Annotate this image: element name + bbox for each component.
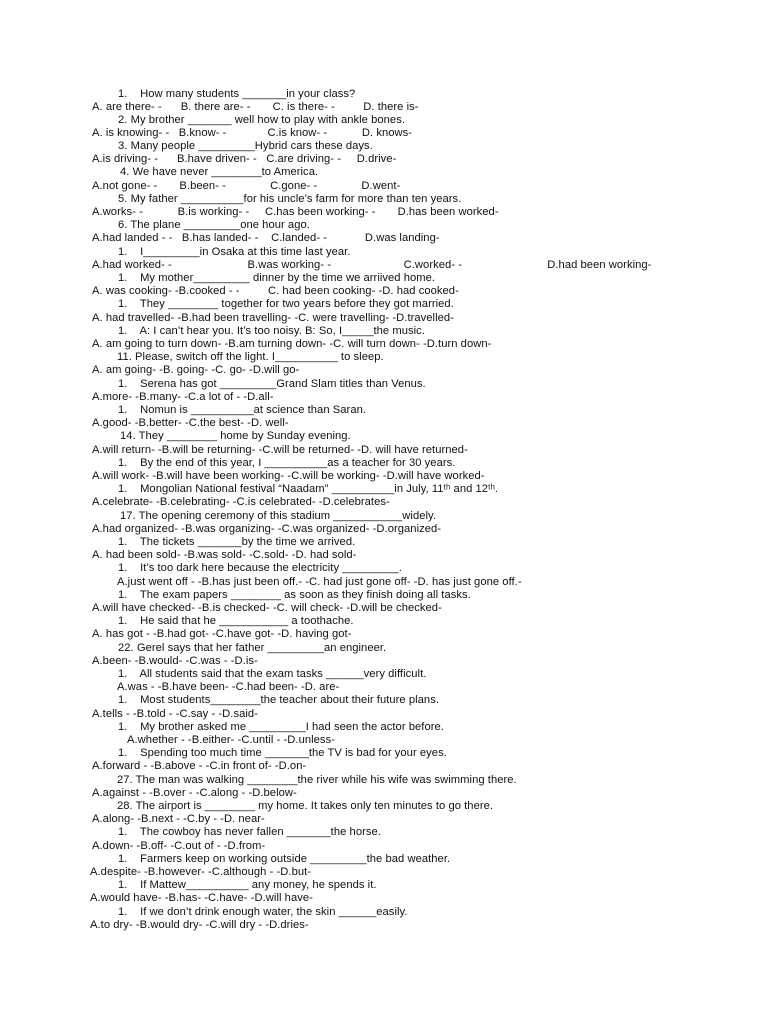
question-19: 1. It’s too dark here because the electricity _________. — [118, 562, 402, 574]
question-3: 3. Many people _________Hybrid cars these days. — [118, 140, 373, 152]
question-9: 1. They ________ together for two years before they got married. — [118, 298, 454, 310]
answer-options-10: A. am going to turn down- -B.am turning down- -C. will turn down- -D.turn down- — [92, 338, 492, 350]
question-32: 1. If we don’t drink enough water, the skin ______easily. — [118, 906, 408, 918]
question-25: 1. My brother asked me _________I had seen the actor before. — [118, 721, 444, 733]
answer-options-24: A.tells - -B.told - -C.say - -D.said- — [92, 708, 258, 720]
question-28: 28. The airport is ________ my home. It takes only ten minutes to go there. — [117, 800, 494, 812]
question-5: 5. My father __________for his uncle’s farm for more than ten years. — [118, 193, 462, 205]
answer-options-13: A.good- -B.better- -C.the best- -D. well- — [92, 417, 289, 429]
question-27: 27. The man was walking ________the river while his wife was swimming there. — [117, 774, 517, 786]
answer-options-18: A. had been sold- -B.was sold- -C.sold- -D. had sold- — [92, 549, 357, 561]
answer-options-2: A. is knowing- - B.know- - C.is know- - D. knows- — [92, 127, 413, 139]
answer-options-5: A.works- - B.is working- - C.has been working- - D.has been worked- — [92, 206, 499, 218]
question-15: 1. By the end of this year, I __________as a teacher for 30 years. — [118, 457, 456, 469]
answer-options-32: A.to dry- -B.would dry- -C.will dry - -D.dries- — [90, 919, 309, 931]
question-13: 1. Nomun is __________at science than Saran. — [118, 404, 367, 416]
answer-options-29: A.down- -B.off- -C.out of - -D.from- — [92, 840, 266, 852]
answer-options-9: A. had travelled- -B.had been travelling- -C. were travelling- -D.travelled- — [92, 312, 454, 324]
question-17: 17. The opening ceremony of this stadium ___________widely. — [120, 510, 436, 522]
answer-options-3: A.is driving- - B.have driven- - C.are driving- - D.drive- — [92, 153, 397, 165]
answer-options-22: A.been- -B.would- -C.was - -D.is- — [92, 655, 258, 667]
answer-options-25: A.whether - -B.either- -C.until - -D.unless- — [127, 734, 335, 746]
answer-options-6: A.had landed - - B.has landed- - C.landed- - D.was landing- — [92, 232, 440, 244]
question-16: 1. Mongolian National festival “Naadam” __________in July, 11ᵗʰ and 12ᵗʰ. — [118, 483, 499, 495]
question-23: 1. All students said that the exam tasks ______very difficult. — [118, 668, 427, 680]
question-11: 11. Please, switch off the light. I__________ to sleep. — [117, 351, 384, 363]
question-4: 4. We have never ________to America. — [120, 166, 319, 178]
question-12: 1. Serena has got _________Grand Slam titles than Venus. — [118, 378, 426, 390]
answer-options-30: A.despite- -B.however- -C.although - -D.but- — [90, 866, 312, 878]
question-18: 1. The tickets _______by the time we arrived. — [118, 536, 356, 548]
answer-options-4: A.not gone- - B.been- - C.gone- - D.went- — [92, 180, 401, 192]
question-31: 1. If Mattew__________ any money, he spends it. — [118, 879, 377, 891]
question-6: 6. The plane _________one hour ago. — [118, 219, 310, 231]
question-10: 1. A: I can’t hear you. It’s too noisy. B: So, I_____the music. — [118, 325, 425, 337]
question-1: 1. How many students _______in your class? — [118, 88, 356, 100]
question-8: 1. My mother_________ dinner by the time we arriived home. — [118, 272, 436, 284]
answer-options-15: A.will work- -B.will have been working- -C.will be working- -D.will have worked- — [92, 470, 485, 482]
question-24: 1. Most students________the teacher about their future plans. — [118, 694, 440, 706]
answer-options-1: A. are there- - B. there are- - C. is there- - D. there is- — [92, 101, 419, 113]
answer-options-27: A.against - -B.over - -C.along - -D.below- — [92, 787, 297, 799]
question-20: 1. The exam papers ________ as soon as they finish doing all tasks. — [118, 589, 471, 601]
question-21: 1. He said that he ___________ a toothache. — [118, 615, 354, 627]
question-29: 1. The cowboy has never fallen _______the horse. — [118, 826, 381, 838]
answer-options-31: A.would have- -B.has- -C.have- -D.will have- — [90, 892, 313, 904]
question-2: 2. My brother _______ well how to play with ankle bones. — [118, 114, 406, 126]
answer-options-17: A.had organized- -B.was organizing- -C.was organized- -D.organized- — [92, 523, 442, 535]
answer-options-21: A. has got - -B.had got- -C.have got- -D. having got- — [92, 628, 352, 640]
question-22: 22. Gerel says that her father _________an engineer. — [118, 642, 387, 654]
answer-options-23: A.was - -B.have been- -C.had been- -D. are- — [117, 681, 340, 693]
answer-options-14: A.will return- -B.will be returning- -C.will be returned- -D. will have returned- — [92, 444, 468, 456]
answer-options-19: A.just went off - -B.has just been off.- -C. had just gone off- -D. has just gone off.- — [117, 576, 522, 588]
question-14: 14. They ________ home by Sunday evening. — [120, 430, 351, 442]
answer-options-28: A.along- -B.next - -C.by - -D. near- — [92, 813, 265, 825]
answer-options-7: A.had worked- - B.was working- - C.worked- - D.had been working- — [92, 259, 652, 271]
answer-options-26: A.forward - -B.above - -C.in front of- -D.on- — [92, 760, 307, 772]
answer-options-12: A.more- -B.many- -C.a lot of - -D.all- — [92, 391, 274, 403]
answer-options-11: A. am going- -B. going- -C. go- -D.will go- — [92, 364, 300, 376]
question-26: 1. Spending too much time _______the TV is bad for your eyes. — [118, 747, 447, 759]
answer-options-8: A. was cooking- -B.cooked - - C. had been cooking- -D. had cooked- — [92, 285, 459, 297]
question-30: 1. Farmers keep on working outside _________the bad weather. — [118, 853, 451, 865]
answer-options-16: A.celebrate- -B.celebrating- -C.is celebrated- -D.celebrates- — [92, 496, 390, 508]
answer-options-20: A.will have checked- -B.is checked- -C. will check- -D.will be checked- — [92, 602, 442, 614]
question-7: 1. I_________in Osaka at this time last year. — [118, 246, 351, 258]
